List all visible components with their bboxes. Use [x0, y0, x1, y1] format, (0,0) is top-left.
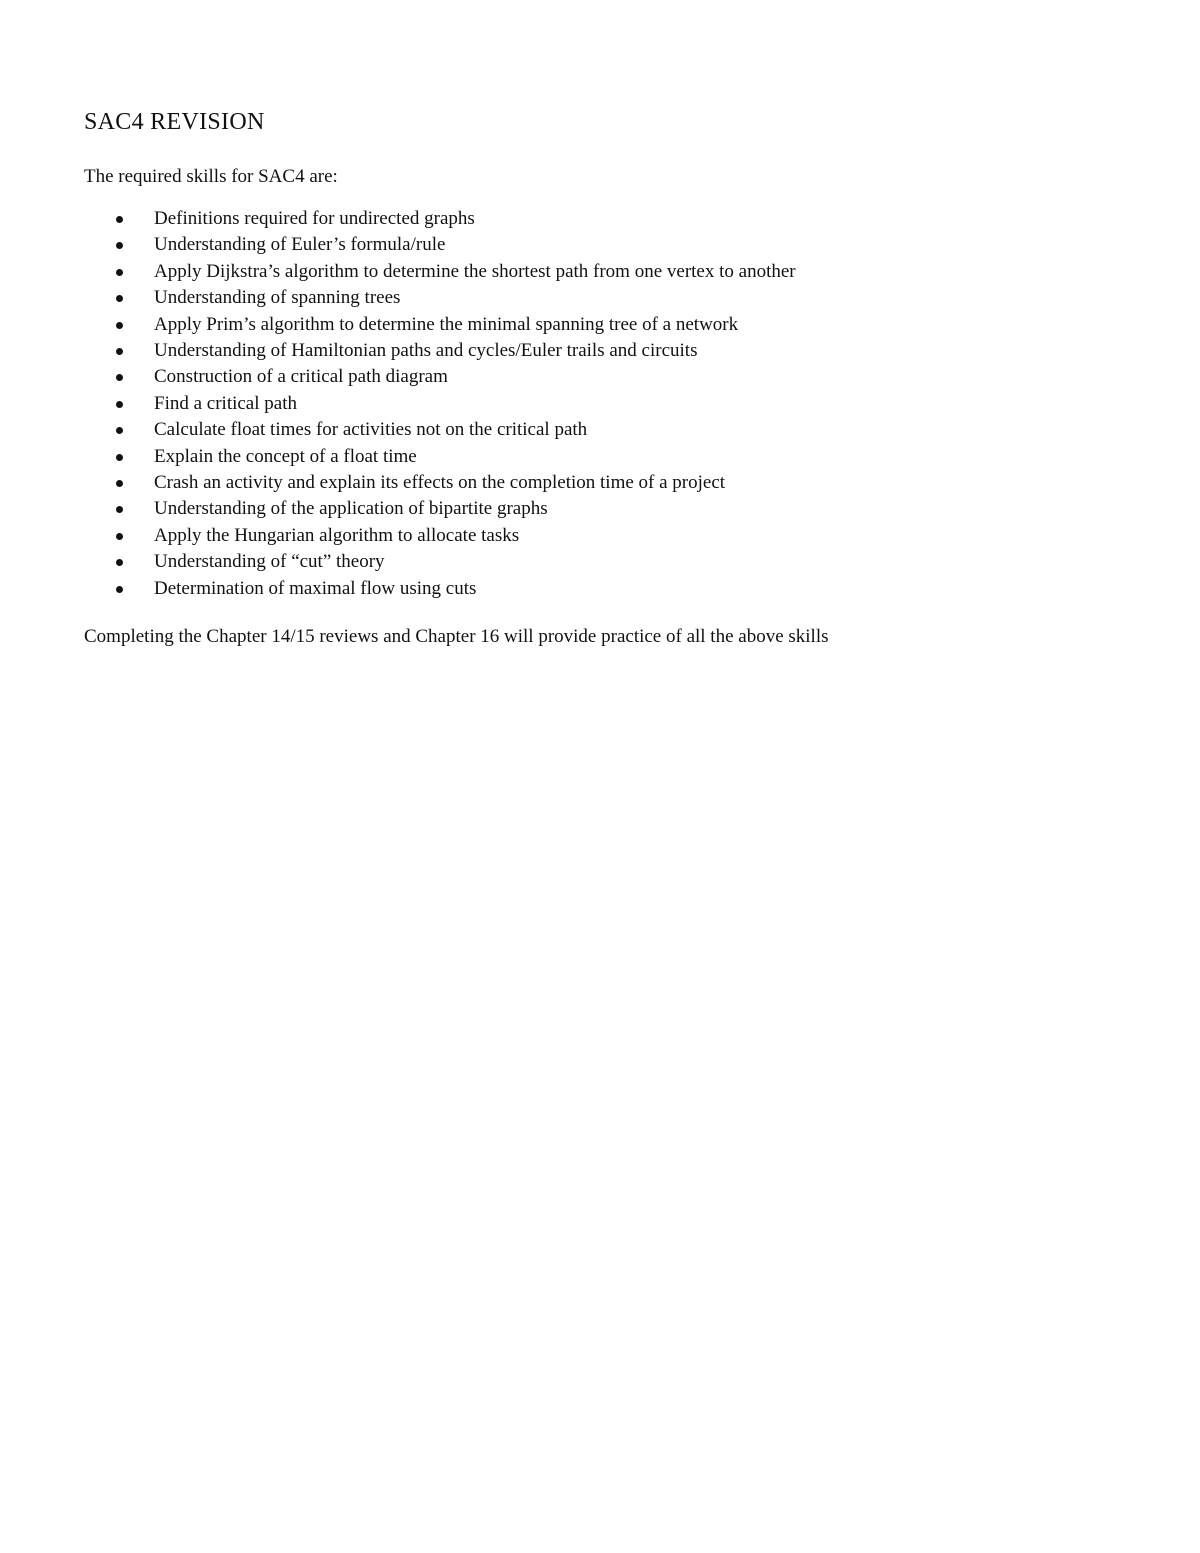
bullet-icon: [116, 559, 123, 566]
skill-text: Crash an activity and explain its effects on the completion time of a project: [154, 472, 726, 494]
bullet-icon: [116, 374, 123, 381]
list-item: [84, 496, 1124, 522]
list-item: [84, 444, 1124, 470]
bullet-icon: [116, 480, 123, 487]
bullet-icon: [116, 586, 123, 593]
page-title: SAC4 REVISION: [84, 109, 265, 135]
skill-text: Understanding of “cut” theory: [154, 551, 385, 573]
skill-text: Explain the concept of a float time: [154, 445, 417, 467]
list-item: [84, 364, 1124, 390]
bullet-icon: [116, 427, 123, 434]
bullet-icon: [116, 269, 123, 276]
skill-text: Construction of a critical path diagram: [154, 366, 448, 388]
list-item: [84, 285, 1124, 311]
skill-text: Definitions required for undirected graphs: [154, 208, 475, 229]
skill-text: Apply Prim’s algorithm to determine the minimal spanning tree of a network: [154, 313, 739, 335]
skill-text: Understanding of Hamiltonian paths and cycles/Euler trails and circuits: [154, 340, 698, 362]
list-item: [84, 576, 1124, 602]
skill-text: Determination of maximal flow using cuts: [154, 577, 477, 599]
document-content: [84, 104, 1124, 650]
bullet-icon: [116, 454, 123, 461]
list-item: [84, 206, 1124, 232]
skill-text: Calculate float times for activities not on the critical path: [154, 419, 588, 441]
skill-text: Understanding of spanning trees: [154, 287, 401, 309]
skill-text: Understanding of Euler’s formula/rule: [154, 234, 446, 256]
intro-text: The required skills for SAC4 are:: [84, 166, 338, 187]
list-item: [84, 470, 1124, 496]
bullet-icon: [116, 216, 123, 223]
skill-text: Apply the Hungarian algorithm to allocate tasks: [154, 524, 520, 546]
bullet-icon: [116, 506, 123, 513]
list-item: [84, 338, 1124, 364]
skills-list: [84, 206, 1124, 602]
list-item: [84, 549, 1124, 575]
bullet-icon: [116, 348, 123, 355]
bullet-icon: [116, 295, 123, 302]
list-item: [84, 259, 1124, 285]
bullet-icon: [116, 401, 123, 408]
skill-text: Find a critical path: [154, 392, 297, 414]
skill-text: Apply Dijkstra’s algorithm to determine the shortest path from one vertex to another: [154, 260, 796, 282]
list-item: [84, 391, 1124, 417]
skill-text: Understanding of the application of bipartite graphs: [154, 498, 548, 520]
list-item: [84, 232, 1124, 258]
bullet-icon: [116, 533, 123, 540]
bullet-icon: [116, 242, 123, 249]
list-item: [84, 523, 1124, 549]
bullet-icon: [116, 322, 123, 329]
list-item: [84, 312, 1124, 338]
closing-text: Completing the Chapter 14/15 reviews and Chapter 16 will provide practice of all the above skills: [84, 626, 829, 648]
list-item: [84, 417, 1124, 443]
